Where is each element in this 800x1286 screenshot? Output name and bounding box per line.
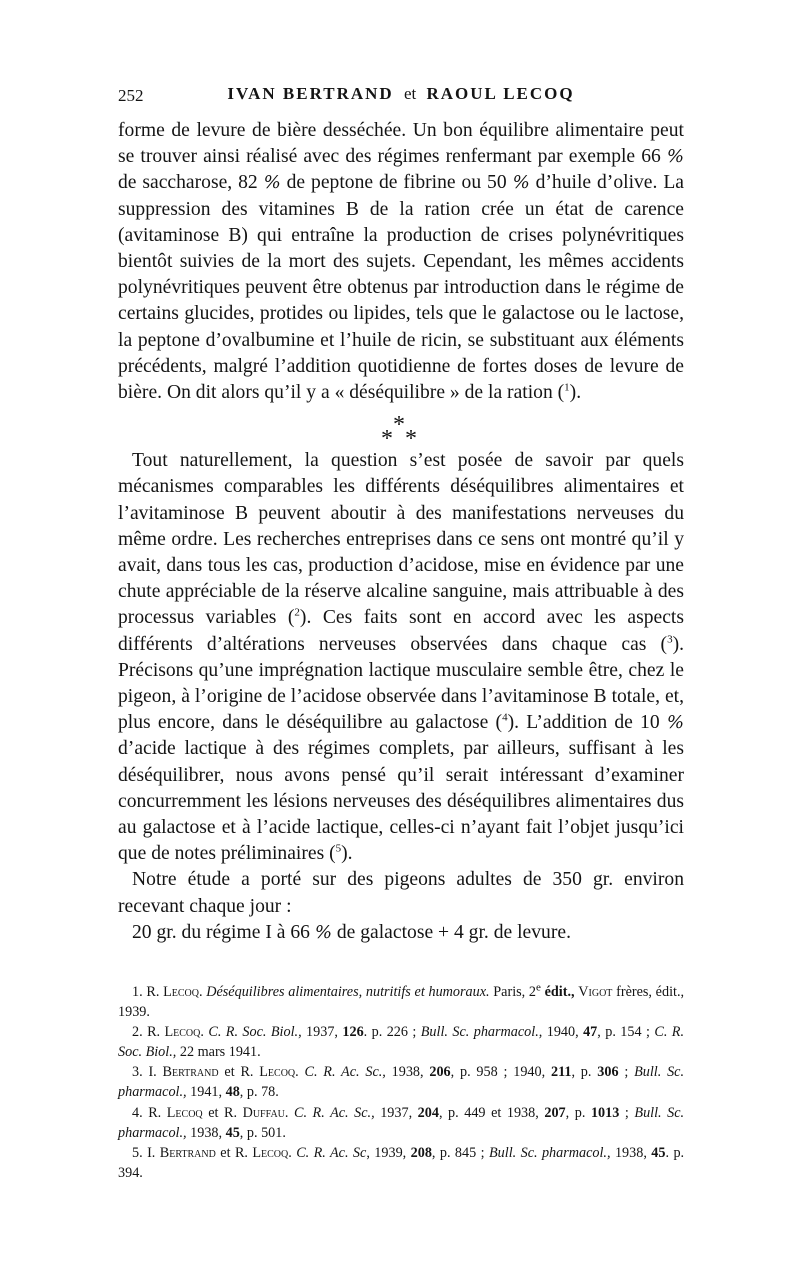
footnote-text: , p. 501. [239, 1124, 286, 1141]
footnote-author: R. Lecoq [148, 1104, 203, 1121]
footnote-text: 22 mars 1941. [179, 1044, 261, 1061]
page-number: 252 [118, 86, 144, 105]
footnote-title: Déséquilibres alimentaires, nutritifs et humoraux. [206, 984, 490, 1000]
running-header [118, 80, 684, 110]
star-top: * [393, 412, 405, 439]
percent-sign: % [314, 921, 332, 943]
footnote-ref-2[interactable]: 2 [294, 606, 300, 619]
footnote-ref-3[interactable]: 3 [667, 633, 673, 646]
percent-sign: % [263, 172, 281, 194]
footnote-journal: C. R. Ac. Sc [296, 1144, 367, 1161]
footnote-text: , p. 449 et 1938, [438, 1104, 539, 1121]
footnote-text: édit., [540, 984, 575, 1000]
footnote-5 [118, 1143, 684, 1183]
footnote-text: , p. [571, 1064, 592, 1081]
text-run: ). Précisons qu’une imprégnation lactique musculaire semble être, chez le pigeon, à l’origine de l’acidose observée dans l’avitaminose B totale, et, plus encore, dans le déséquilibre au galactose ( [118, 633, 684, 734]
edition-superscript: e [536, 981, 541, 994]
footnote-text: ; [624, 1064, 629, 1081]
text-run: forme de levure de bière desséchée. Un bon équilibre alimentaire peut se trouver ainsi réalisé avec des régimes renfermant par exemple 66 [118, 120, 684, 168]
footnotes [118, 982, 684, 1183]
footnote-text: 1941, [190, 1084, 223, 1101]
footnote-2 [118, 1022, 684, 1062]
footnote-journal: C. R. Soc. Biol., [118, 1024, 685, 1061]
text-run: Notre étude a porté sur des pigeons adultes de 350 gr. environ recevant chaque jour : [118, 869, 684, 917]
footnote-volume: 45 [651, 1144, 666, 1161]
footnote-text: 1938, [614, 1144, 647, 1161]
footnote-author: I. Bertrand [148, 1064, 219, 1081]
footnote-text: . p. 394. [118, 1144, 685, 1181]
paragraph-2 [118, 448, 684, 867]
footnote-volume: 204 [417, 1104, 439, 1121]
footnote-author: R. Lecoq. [146, 984, 203, 1000]
footnote-number: 4. [132, 1104, 143, 1121]
footnote-number: 2. [132, 1024, 143, 1041]
footnote-text: et [224, 1064, 235, 1081]
footnote-text: , 1939, [366, 1144, 407, 1161]
text-run: de saccharose, 82 [118, 172, 264, 194]
text-run: d’acide lactique à des régimes complets, par ailleurs, suffisant à les déséquilibrer, nous avons pensé qu’il serait intéressant d’examiner concurremment les lésions nerveuses des déséquilibres alimentaires dus au galactose et à l’acide lactique, celles-ci n’ayant fait l’objet jusqu’ici que de notes préliminaires ( [118, 738, 684, 865]
footnote-number: 1. [132, 984, 143, 1000]
footnote-volume: 1013 [590, 1104, 620, 1121]
footnote-author: R. Lecoq. [240, 1064, 299, 1081]
section-break-asterism [118, 406, 684, 453]
star-right: * [405, 426, 417, 453]
text-run: ). Ces faits sont en accord avec les aspects différents d’altérations nerveuses observées dans chaque cas ( [118, 607, 684, 655]
footnote-journal: C. R. Ac. Sc., [294, 1104, 375, 1121]
running-title [118, 84, 684, 104]
footnote-journal: Bull. Sc. pharmacol., [118, 1104, 685, 1141]
footnote-volume: 47 [583, 1024, 598, 1041]
footnote-text: Paris, 2 [493, 984, 537, 1000]
paragraph-1 [118, 118, 684, 406]
footnote-text: 1937, [380, 1104, 413, 1121]
footnote-ref-1[interactable]: 1 [564, 381, 570, 394]
text-run: de peptone de fibrine ou 50 [280, 172, 513, 194]
diet-line [118, 920, 684, 946]
text-run: d’huile d’olive. La suppression des vitamines B de la ration crée un état de carence (avitaminose B) qui entraîne la production de crises polynévritiques bientôt suivies de la mort des sujets. Cependant, les mêmes accidents polynévritiques peuvent être obtenus par introduction dans le régime de certains glucides, protides ou lipides, tels que le galactose ou le lactose, la peptone d’ovalbumine et l’huile de ricin, se substituant aux éléments précédents, malgré l’addition quotidienne de fortes doses de levure de bière. On dit alors qu’il y a « déséquilibre » de la ration ( [118, 172, 684, 404]
star-left: * [381, 426, 393, 453]
text-run: 20 gr. du régime I à 66 [132, 921, 315, 943]
footnote-volume: 206 [429, 1064, 451, 1081]
footnote-text: , p. [565, 1104, 586, 1121]
footnote-text: frères, édit., 1939. [118, 984, 685, 1021]
footnote-volume: 306 [597, 1064, 619, 1081]
footnote-journal: C. R. Ac. Sc., [304, 1064, 386, 1081]
footnote-text: et [220, 1144, 231, 1161]
text-run: ). L’addition de 10 [507, 712, 667, 734]
footnote-text: 1937, [306, 1024, 338, 1041]
conjunction: et [403, 84, 417, 103]
footnote-volume: 126 [342, 1024, 364, 1041]
footnote-text: , p. 958 ; 1940, [450, 1064, 546, 1081]
text-run: ). [341, 843, 353, 865]
footnote-text: et [208, 1104, 219, 1121]
text-run: Tout naturellement, la question s’est posée de savoir par quels mécanismes comparables les différents déséquilibres alimentaires et l’avitaminose B peuvent aboutir à des manifestations nerveuses du même ordre. Les recherches entreprises dans ce sens ont montré qu’il y avait, dans tous les cas, production d’acidose, mise en évidence par une chute appréciable de la réserve alcaline sanguine, mais attribuable à des processus variables ( [118, 450, 684, 629]
footnote-text: . p. 226 ; [363, 1024, 417, 1041]
footnote-text: , p. 845 ; [431, 1144, 485, 1161]
text-run: de galactose + 4 gr. de levure. [331, 921, 571, 943]
footnote-journal: Bull. Sc. pharmacol., [118, 1064, 685, 1101]
text-run: ). [569, 382, 582, 404]
percent-sign: % [512, 172, 530, 194]
percent-sign: % [666, 712, 684, 734]
footnote-text: ; [624, 1104, 629, 1121]
footnote-text: , p. 78. [239, 1084, 279, 1101]
footnote-volume: 45 [225, 1124, 240, 1141]
percent-sign: % [666, 146, 684, 168]
footnote-journal: C. R. Soc. Biol., [208, 1024, 302, 1041]
footnote-1 [118, 982, 684, 1022]
footnote-author: R. Lecoq. [234, 1144, 292, 1161]
footnote-author: I. Bertrand [147, 1144, 216, 1161]
footnote-volume: 208 [410, 1144, 432, 1161]
footnote-author: R. Lecoq. [147, 1024, 204, 1041]
author-2: RAOUL LECOQ [426, 84, 575, 103]
footnote-volume: 211 [550, 1064, 572, 1081]
footnote-3 [118, 1062, 684, 1102]
footnote-volume: 48 [225, 1084, 240, 1101]
footnote-number: 3. [132, 1064, 143, 1081]
author-1: IVAN BERTRAND [227, 84, 394, 103]
footnote-ref-4[interactable]: 4 [502, 711, 508, 724]
footnote-text: 1938, [190, 1124, 223, 1141]
footnote-journal: Bull. Sc. pharmacol., [489, 1144, 611, 1161]
main-text [118, 118, 684, 946]
footnote-text: , p. 154 ; [597, 1024, 650, 1041]
footnote-4 [118, 1103, 684, 1143]
footnote-number: 5. [132, 1144, 143, 1161]
footnote-journal: Bull. Sc. pharmacol., [420, 1024, 543, 1041]
footnote-text: 1940, [546, 1024, 579, 1041]
footnote-author: R. Duffau. [224, 1104, 289, 1121]
footnote-volume: 207 [544, 1104, 566, 1121]
footnote-publisher: Vigot [578, 984, 613, 1000]
footnote-ref-5[interactable]: 5 [335, 842, 342, 855]
paragraph-3 [118, 867, 684, 919]
footnote-text: 1938, [391, 1064, 424, 1081]
